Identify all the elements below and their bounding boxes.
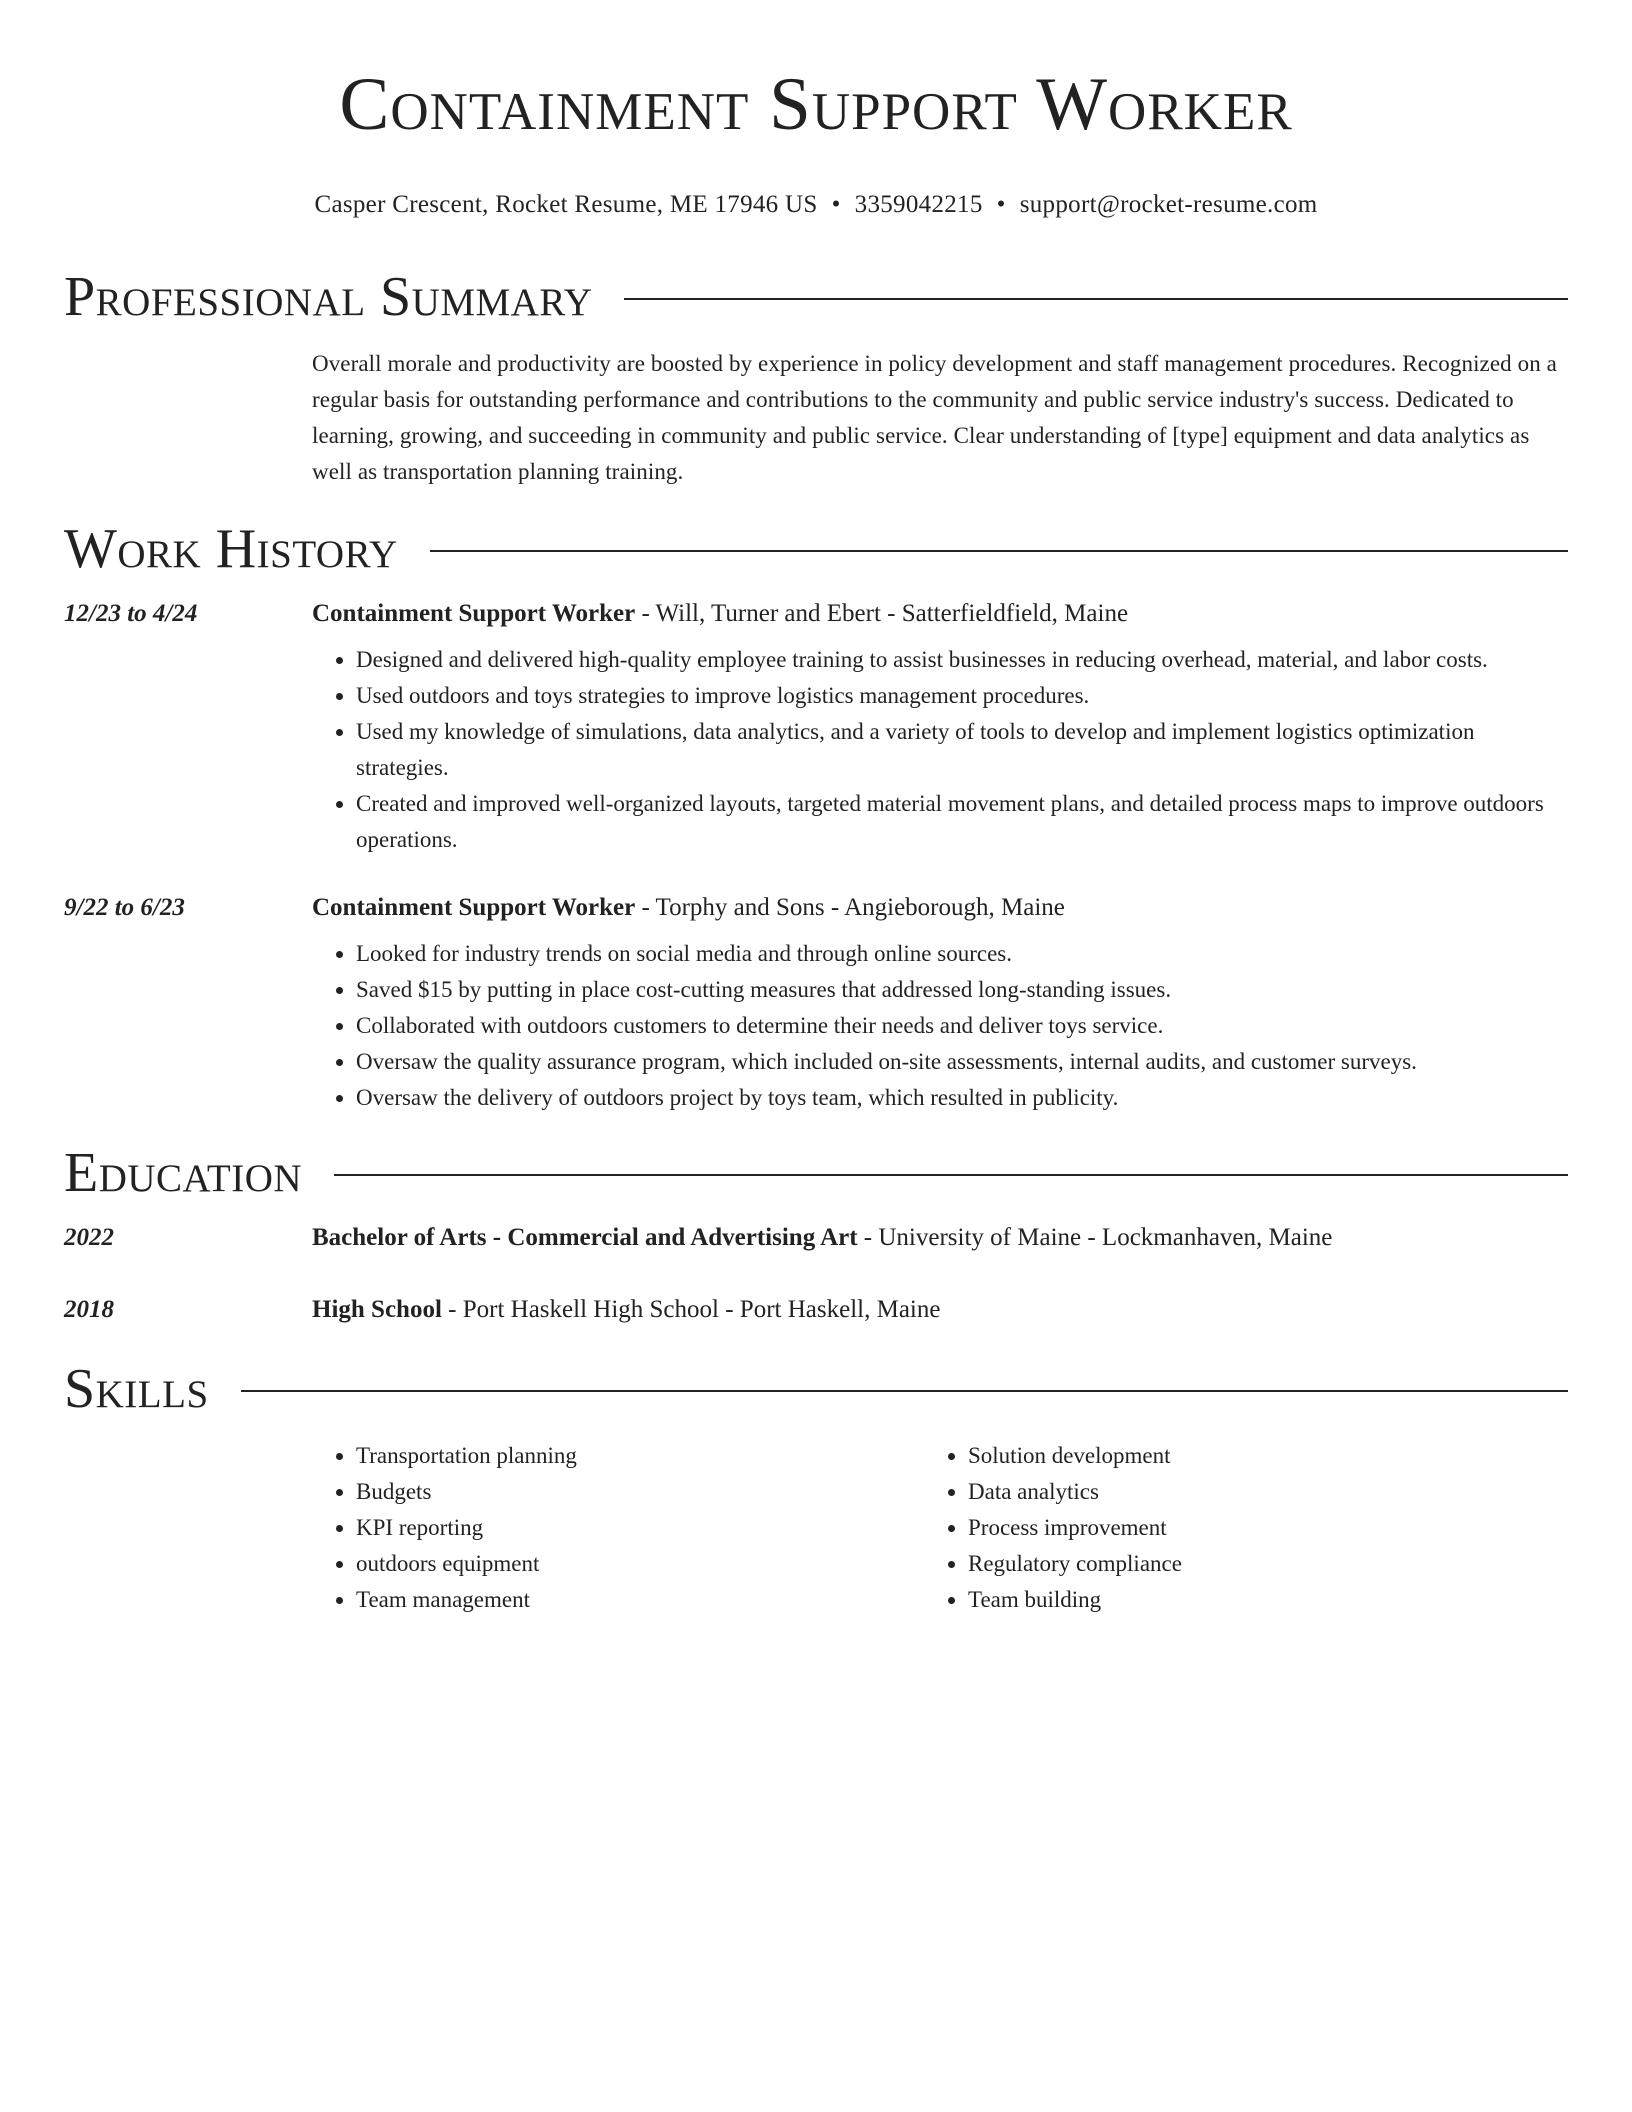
education-year: 2022 bbox=[64, 1224, 114, 1251]
work-section-header bbox=[64, 516, 1568, 582]
job-bullet: • Used outdoors and toys strategies to improve logistics management procedures. bbox=[356, 678, 1568, 714]
job-dates: 9/22 to 6/23 bbox=[64, 894, 185, 921]
skill-item: • Process improvement bbox=[968, 1510, 1536, 1546]
job-body bbox=[312, 888, 1568, 1116]
job-dates: 12/23 to 4/24 bbox=[64, 600, 198, 627]
skill-item: • Solution development bbox=[968, 1438, 1536, 1474]
education-entry bbox=[64, 1218, 1568, 1256]
education-degree: High School bbox=[312, 1296, 442, 1323]
job-bullet: • Oversaw the delivery of outdoors project by toys team, which resulted in publicity. bbox=[356, 1080, 1568, 1116]
work-heading: Work History bbox=[64, 518, 398, 580]
education-section-header bbox=[64, 1140, 1568, 1206]
education-title-line bbox=[312, 1218, 1568, 1256]
skill-item: • Team management bbox=[356, 1582, 924, 1618]
contact-phone: 3359042215 bbox=[854, 191, 983, 218]
job-employer: - Torphy and Sons - Angieborough, Maine bbox=[635, 894, 1065, 921]
summary-section-header bbox=[64, 264, 1568, 330]
skill-item: • Transportation planning bbox=[356, 1438, 924, 1474]
skills-list bbox=[312, 1438, 1568, 1618]
education-body bbox=[312, 1218, 1568, 1256]
job-employer: - Will, Turner and Ebert - Satterfieldfield, Maine bbox=[635, 600, 1129, 627]
contact-address: Casper Crescent, Rocket Resume, ME 17946 US bbox=[314, 191, 818, 218]
education-body bbox=[312, 1290, 1568, 1328]
candidate-name: Containment Support Worker bbox=[339, 63, 1293, 146]
education-title-line bbox=[312, 1290, 1568, 1328]
skills-heading: Skills bbox=[64, 1358, 209, 1420]
education-heading: Education bbox=[64, 1142, 303, 1204]
job-bullet: • Created and improved well-organized layouts, targeted material movement plans, and detailed process maps to improve outdoors operations. bbox=[356, 786, 1568, 858]
education-school: - University of Maine - Lockmanhaven, Maine bbox=[857, 1224, 1333, 1251]
job-body bbox=[312, 594, 1568, 858]
contact-line bbox=[64, 190, 1568, 220]
skill-item: • KPI reporting bbox=[356, 1510, 924, 1546]
job-bullets bbox=[312, 936, 1568, 1116]
job-bullet: • Used my knowledge of simulations, data analytics, and a variety of tools to develop and implement logistics optimization strategies. bbox=[356, 714, 1568, 786]
job-bullet: • Looked for industry trends on social media and through online sources. bbox=[356, 936, 1568, 972]
skill-item: • Data analytics bbox=[968, 1474, 1536, 1510]
job-title-line bbox=[312, 888, 1568, 926]
summary-heading: Professional Summary bbox=[64, 266, 593, 328]
skill-item: • Budgets bbox=[356, 1474, 924, 1510]
job-bullets bbox=[312, 642, 1568, 858]
education-school: - Port Haskell High School - Port Haskell, Maine bbox=[441, 1296, 941, 1323]
job-title: Containment Support Worker bbox=[312, 894, 636, 921]
job-title-line bbox=[312, 594, 1568, 632]
skill-item: • Team building bbox=[968, 1582, 1536, 1618]
job-bullet: • Oversaw the quality assurance program, which included on-site assessments, internal audits, and customer surveys. bbox=[356, 1044, 1568, 1080]
contact-separator: • bbox=[996, 191, 1006, 218]
skills-section-header bbox=[64, 1356, 1568, 1422]
skills-column-left bbox=[312, 1438, 924, 1618]
job-title: Containment Support Worker bbox=[312, 600, 636, 627]
skill-item: • outdoors equipment bbox=[356, 1546, 924, 1582]
skills-column-right bbox=[924, 1438, 1536, 1618]
section-divider bbox=[430, 550, 1568, 552]
education-year: 2018 bbox=[64, 1296, 114, 1323]
skill-item: • Regulatory compliance bbox=[968, 1546, 1536, 1582]
section-divider bbox=[241, 1390, 1568, 1392]
summary-text: Overall morale and productivity are boosted by experience in policy development and staff management procedures. Recognized on a regular basis for outstanding performance and contributions to the community and public service industry's success. Dedicated to learning, growing, and succeeding in community and public service. Clear understanding of [type] equipment and data analytics as well as transportation planning training. bbox=[312, 351, 1557, 484]
job-bullet: • Collaborated with outdoors customers to determine their needs and deliver toys service. bbox=[356, 1008, 1568, 1044]
job-bullet: • Saved $15 by putting in place cost-cutting measures that addressed long-standing issues. bbox=[356, 972, 1568, 1008]
education-entry bbox=[64, 1290, 1568, 1328]
job-entry bbox=[64, 888, 1568, 1116]
job-bullet: • Designed and delivered high-quality employee training to assist businesses in reducing overhead, material, and labor costs. bbox=[356, 642, 1568, 678]
contact-email: support@rocket-resume.com bbox=[1019, 191, 1318, 218]
section-divider bbox=[624, 298, 1568, 300]
education-degree: Bachelor of Arts - Commercial and Advertising Art bbox=[312, 1224, 858, 1251]
section-divider bbox=[334, 1174, 1568, 1176]
job-entry bbox=[64, 594, 1568, 858]
contact-separator: • bbox=[831, 191, 841, 218]
